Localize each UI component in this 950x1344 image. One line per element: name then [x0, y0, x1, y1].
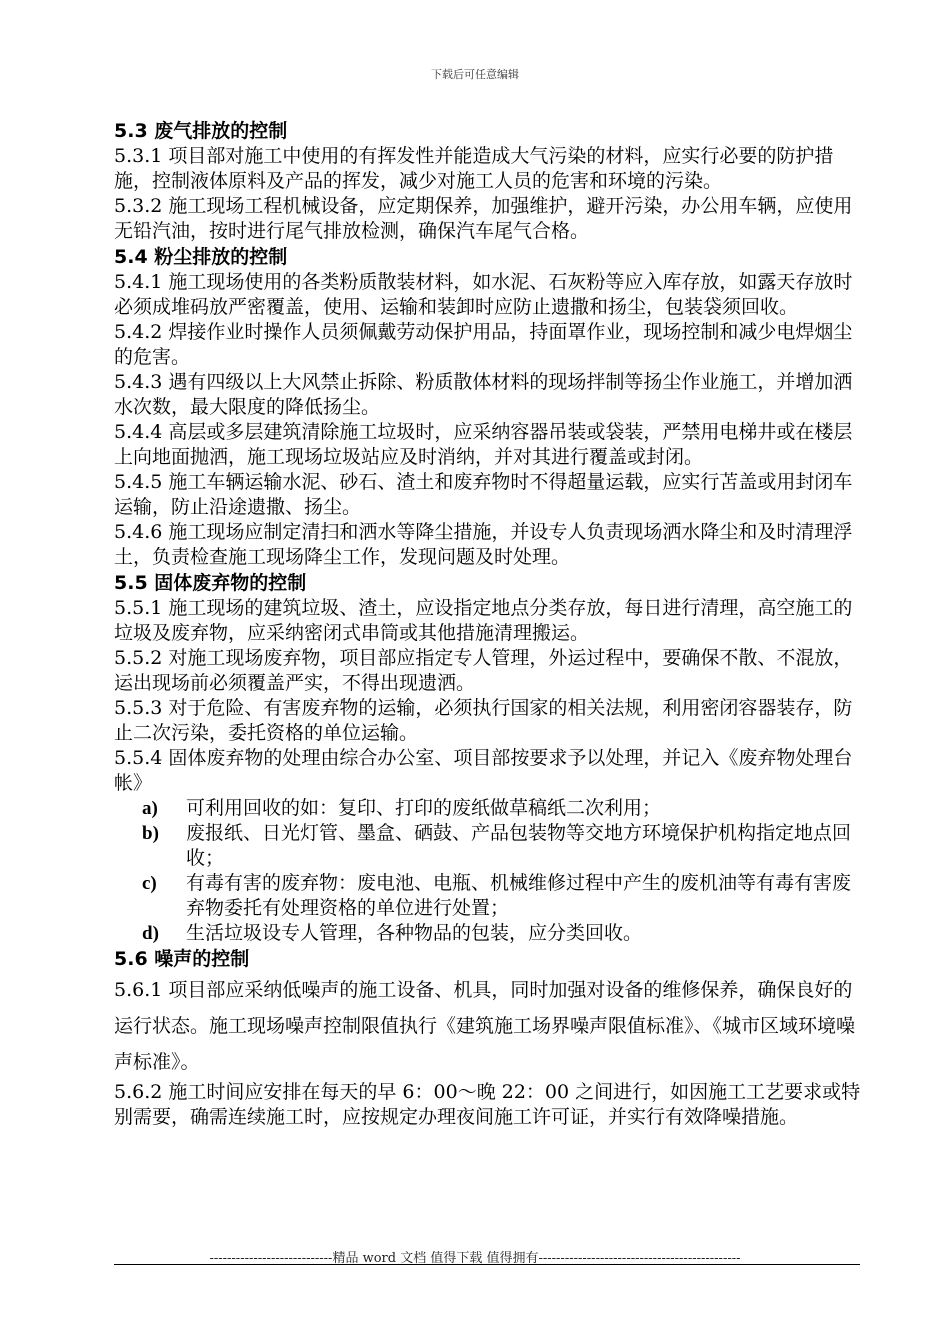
paragraph-5-4-3: 5.4.3 遇有四级以上大风禁止拆除、粉质散体材料的现场拌制等扬尘作业施工，并增加洒水次数，最大限度的降低扬尘。: [114, 371, 853, 418]
footer-divider: [114, 1264, 860, 1265]
list-item: [114, 796, 866, 821]
list-marker: a): [142, 798, 158, 819]
section-title-5-6: 5.6 噪声的控制: [114, 948, 250, 970]
list-item-text: 生活垃圾设专人管理，各种物品的包装，应分类回收。: [186, 922, 643, 944]
paragraph-5-5-2: 5.5.2 对施工现场废弃物，项目部应指定专人管理，外运过程中，要确保不散、不混放，运出现场前必须覆盖严实，不得出现遗洒。: [114, 647, 853, 694]
list-item-text: 可利用回收的如：复印、打印的废纸做草稿纸二次利用；: [186, 797, 662, 819]
paragraph-5-3-2: 5.3.2 施工现场工程机械设备，应定期保养，加强维护，避开污染，办公用车辆，应使用无铅汽油，按时进行尾气排放检测，确保汽车尾气合格。: [114, 195, 853, 242]
paragraph-5-4-4: 5.4.4 高层或多层建筑清除施工垃圾时，应采纳容器吊装或袋装，严禁用电梯井或在楼层上向地面抛洒，施工现场垃圾站应及时消纳，并对其进行覆盖或封闭。: [114, 421, 853, 468]
document-body: [114, 118, 866, 1130]
paragraph-5-4-5: 5.4.5 施工车辆运输水泥、砂石、渣土和废弃物时不得超量运载，应实行苫盖或用封闭车运输，防止沿途遗撒、扬尘。: [114, 471, 853, 518]
paragraph-5-5-3: 5.5.3 对于危险、有害废弃物的运输，必须执行国家的相关法规，利用密闭容器装存，防止二次污染，委托资格的单位运输。: [114, 697, 853, 744]
page-header: 下载后可任意编辑: [431, 68, 519, 81]
list-marker: d): [142, 923, 159, 944]
paragraph-5-6-1: 5.6.1 项目部应采纳低噪声的施工设备、机具，同时加强对设备的维修保养，确保良好的运行状态。施工现场噪声控制限值执行《建筑施工场界噪声限值标准》、《城市区域环境噪声标准》。: [114, 979, 856, 1073]
section-title-5-4: 5.4 粉尘排放的控制: [114, 246, 288, 268]
list-item-text: 废报纸、日光灯管、墨盒、硒鼓、产品包装物等交地方环境保护机构指定地点回收；: [186, 822, 852, 869]
list-item-text: 有毒有害的废弃物：废电池、电瓶、机械维修过程中产生的废机油等有毒有害废弃物委托有处理资格的单位进行处置；: [186, 872, 852, 919]
paragraph-5-3-1: 5.3.1 项目部对施工中使用的有挥发性并能造成大气污染的材料，应实行必要的防护措施，控制液体原料及产品的挥发，减少对施工人员的危害和环境的污染。: [114, 145, 834, 192]
disposal-list: [114, 796, 866, 946]
paragraph-5-6-2: 5.6.2 施工时间应安排在每天的早 6：00～晚 22：00 之间进行，如因施工工艺要求或特别需要，确需连续施工时，应按规定办理夜间施工许可证，并实行有效降噪措施。: [114, 1081, 861, 1128]
paragraph-5-4-6: 5.4.6 施工现场应制定清扫和洒水等降尘措施，并设专人负责现场洒水降尘和及时清理浮土，负责检查施工现场降尘工作，发现问题及时处理。: [114, 521, 853, 568]
paragraph-5-5-4: 5.5.4 固体废弃物的处理由综合办公室、项目部按要求予以处理，并记入《废弃物处理台帐》: [114, 747, 853, 794]
section-title-5-3: 5.3 废气排放的控制: [114, 120, 288, 142]
list-item: [114, 821, 866, 871]
section-title-5-5: 5.5 固体废弃物的控制: [114, 572, 307, 594]
list-item: [114, 921, 866, 946]
list-marker: b): [142, 823, 159, 844]
paragraph-5-5-1: 5.5.1 施工现场的建筑垃圾、渣土，应设指定地点分类存放，每日进行清理，高空施工的垃圾及废弃物，应采纳密闭式串筒或其他措施清理搬运。: [114, 597, 853, 644]
page-footer: ----------------------------精品 word 文档 值得下载 值得拥有----------------------------------------------: [209, 1251, 741, 1266]
list-item: [114, 871, 866, 921]
paragraph-5-4-2: 5.4.2 焊接作业时操作人员须佩戴劳动保护用品，持面罩作业，现场控制和减少电焊烟尘的危害。: [114, 321, 853, 368]
paragraph-5-4-1: 5.4.1 施工现场使用的各类粉质散装材料，如水泥、石灰粉等应入库存放，如露天存放时必须成堆码放严密覆盖，使用、运输和装卸时应防止遗撒和扬尘，包装袋须回收。: [114, 271, 853, 318]
list-marker: c): [142, 873, 157, 894]
